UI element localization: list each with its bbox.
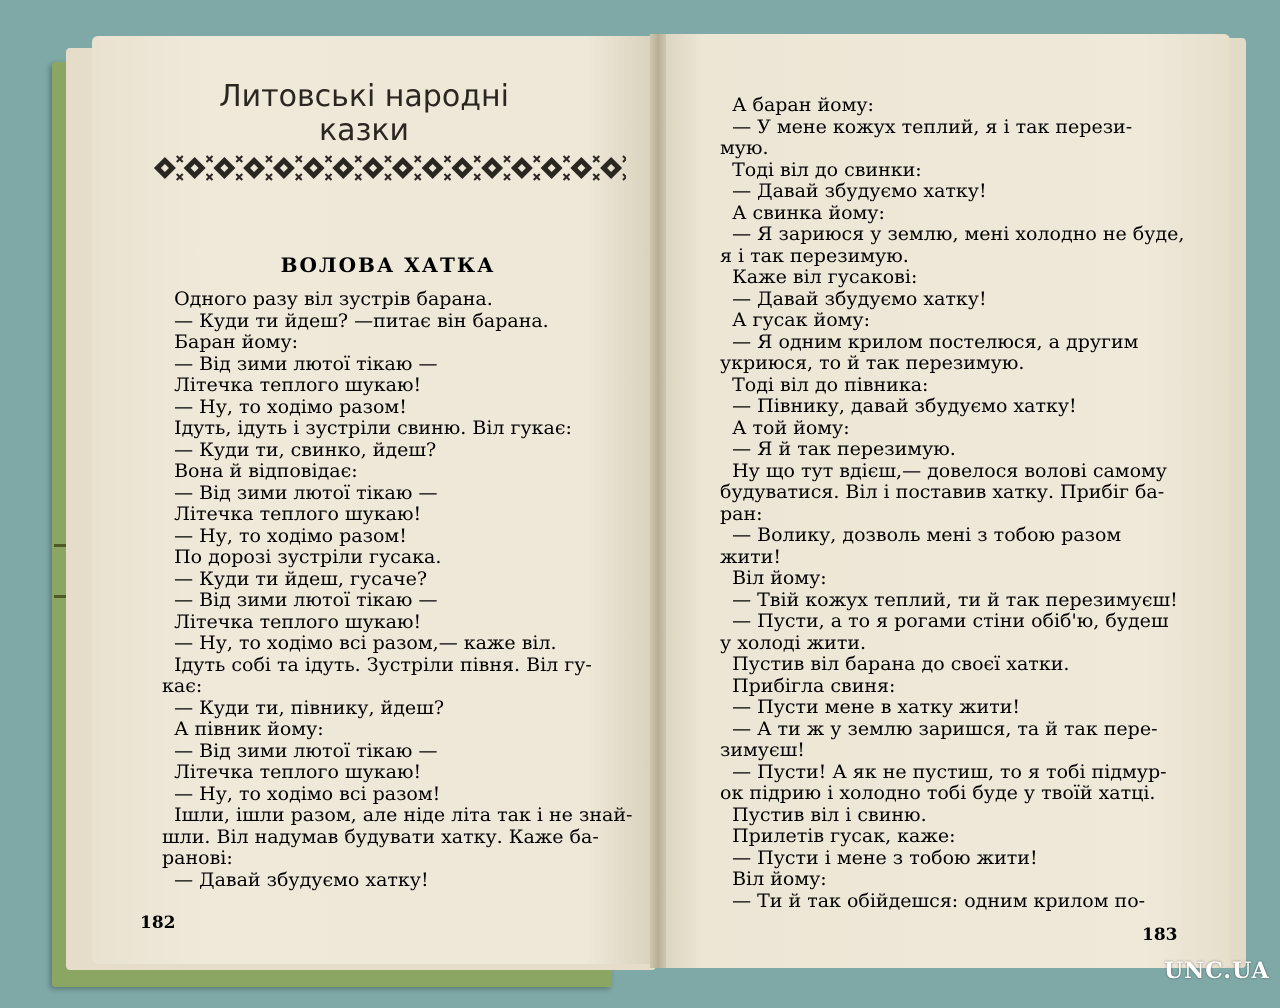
left-text-line: А півник йому: — [162, 718, 324, 740]
ornament-motif — [570, 157, 592, 179]
ornament-cross — [534, 156, 540, 180]
right-text-line: — Я зариюся у землю, мені холодно не буде, — [720, 223, 1185, 245]
right-text-line: мую. — [720, 137, 769, 159]
left-text-line: — Ну, то ходімо разом! — [162, 524, 407, 547]
ornament-cross — [593, 156, 599, 180]
right-text-line: Тоді віл до свинки: — [720, 158, 922, 181]
left-text-line: Вона й відповідає: — [162, 460, 358, 482]
right-text-line: зимуєш! — [720, 739, 805, 761]
right-text-line: — Пусти мене в хатку жити! — [720, 696, 1021, 718]
right-text-line: — Пусти, а то я рогами стіни обіб'ю, будеш — [720, 610, 1169, 632]
left-text-line: — Ну, то ходімо разом! — [162, 395, 407, 418]
right-text-line: А гусак йому: — [720, 309, 870, 331]
ornament-cross — [236, 156, 242, 180]
left-text-line: — Ну, то ходімо всі разом! — [162, 782, 441, 805]
right-page-text — [720, 95, 1190, 912]
right-text-line: Віл йому: — [720, 567, 827, 589]
left-text-line: — Куди ти, свинко, йдеш? — [162, 438, 437, 461]
right-text-line: Прилетів гусак, каже: — [720, 825, 956, 847]
ornament-motif — [511, 157, 533, 179]
left-text-line: Літечка теплого шукаю! — [162, 761, 422, 783]
left-text-line: Ішли, ішли разом, але ніде літа так і не знай- — [162, 804, 633, 826]
page-number-left: 182 — [140, 913, 176, 933]
ornament-cross — [623, 156, 626, 180]
left-text-line: ранові: — [162, 847, 233, 869]
right-text-line: Пустив віл і свиню. — [720, 803, 927, 826]
right-text-line: — Давай збудуємо хатку! — [720, 287, 987, 310]
right-text-line: Пустив віл барана до своєї хатки. — [720, 653, 1070, 675]
right-text-line: А баран йому: — [720, 94, 874, 116]
ornament-motif — [451, 157, 473, 179]
ornament-motif — [213, 157, 235, 179]
ornament-motif — [154, 157, 176, 179]
collection-title-line2: казки — [318, 113, 410, 148]
right-text-line: — Ти й так обійдешся: одним крилом по- — [720, 889, 1146, 912]
right-text-line: — Давай збудуємо хатку! — [720, 180, 987, 202]
right-text-line: укриюся, то й так перезимую. — [720, 352, 1025, 374]
left-text-line: Баран йому: — [162, 331, 299, 353]
ornament-motif — [541, 157, 563, 179]
ornament-motif — [303, 157, 325, 179]
left-text-line: По дорозі зустріли гусака. — [162, 546, 442, 568]
watermark-logo: UNC.UA — [1164, 958, 1270, 984]
right-text-line: — Волику, дозволь мені з тобою разом — [720, 524, 1122, 546]
ornament-motif — [422, 157, 444, 179]
left-text-line: Літечка теплого шукаю! — [162, 503, 422, 525]
ornament-cross — [415, 156, 421, 180]
ornament-cross — [326, 156, 332, 180]
right-text-line: — А ти ж у землю заришся, та й так пере- — [720, 717, 1158, 740]
right-text-line: — Пусти і мене з тобою жити! — [720, 846, 1038, 869]
collection-title-line1: Литовські народні — [219, 79, 509, 114]
left-text-line: Літечка теплого шукаю! — [162, 610, 422, 633]
left-text-line: — Давай збудуємо хатку! — [162, 868, 429, 891]
ornament-motif — [273, 157, 295, 179]
right-text-line: ран: — [720, 502, 763, 525]
right-text-line: — Півнику, давай збудуємо хатку! — [720, 395, 1077, 417]
right-text-line: А свинка йому: — [720, 201, 885, 224]
right-text-line: — У мене кожух теплий, я і так перези- — [720, 115, 1133, 138]
left-text-line: кає: — [162, 675, 203, 697]
ornament-cross — [296, 156, 302, 180]
right-text-line: Віл йому: — [720, 868, 827, 890]
ornament-motif — [481, 157, 503, 179]
right-text-line: ок підрию і холодно тобі буде у твоїй хатці. — [720, 782, 1156, 804]
right-text-line: А той йому: — [720, 416, 850, 439]
right-text-line: жити! — [720, 545, 781, 568]
ornament-cross — [177, 156, 183, 180]
ornament-cross — [474, 156, 480, 180]
ornament-cross — [385, 156, 391, 180]
ornament-motif — [184, 157, 206, 179]
embroidery-ornament — [150, 150, 626, 186]
ornament-motif — [243, 157, 265, 179]
left-text-line: Літечка теплого шукаю! — [162, 374, 422, 396]
left-text-line: Одного разу віл зустрів барана. — [162, 288, 493, 310]
left-text-line: — Куди ти йдеш? —питає він барана. — [162, 309, 549, 332]
right-text-line: — Пусти! А як не пустиш, то я тобі підмур- — [720, 760, 1167, 783]
ornament-motif — [362, 157, 384, 179]
right-text-line: Тоді віл до півника: — [720, 373, 929, 396]
right-text-line: — Я одним крилом постелюся, а другим — [720, 330, 1139, 353]
right-text-line: — Твій кожух теплий, ти й так перезимуєш! — [720, 588, 1178, 611]
left-text-line: Ідуть, ідуть і зустріли свиню. Віл гукає: — [162, 417, 572, 439]
right-text-line: Ну що тут вдієш,— довелося волові самому — [720, 459, 1167, 482]
ornament-cross — [504, 156, 510, 180]
ornament-cross — [355, 156, 361, 180]
ornament-motif — [332, 157, 354, 179]
ornament-motif — [392, 157, 414, 179]
right-text-line: Каже віл гусакові: — [720, 266, 918, 288]
left-text-line: — Куди ти йдеш, гусаче? — [162, 567, 428, 590]
left-text-line: шли. Віл надумав будувати хатку. Каже ба- — [162, 825, 599, 848]
left-page-text — [162, 289, 632, 891]
right-text-line: — Я й так перезимую. — [720, 438, 956, 460]
left-text-line: — Від зими лютої тікаю — — [162, 352, 438, 375]
book-spine-gutter — [650, 34, 666, 968]
right-text-line: у холоді жити. — [720, 631, 867, 654]
ornament-cross — [445, 156, 451, 180]
ornament-motif — [600, 157, 622, 179]
right-text-line: Прибігла свиня: — [720, 674, 896, 697]
left-text-line: Ідуть собі та ідуть. Зустріли півня. Віл гу- — [162, 653, 592, 676]
left-text-line: — Від зими лютої тікаю — — [162, 589, 438, 611]
left-text-line: — Куди ти, півнику, йдеш? — [162, 696, 445, 719]
page-number-right: 183 — [1142, 925, 1178, 945]
right-text-line: я і так перезимую. — [720, 244, 909, 267]
left-text-line: — Від зими лютої тікаю — — [162, 481, 438, 504]
tale-title: ВОЛОВА ХАТКА — [280, 253, 496, 277]
ornament-cross — [564, 156, 570, 180]
left-text-line: — Від зими лютої тікаю — — [162, 739, 438, 762]
left-text-line: — Ну, то ходімо всі разом,— каже віл. — [162, 632, 557, 654]
ornament-cross — [266, 156, 272, 180]
ornament-cross — [207, 156, 213, 180]
right-text-line: будуватися. Віл і поставив хатку. Прибіг ба- — [720, 481, 1165, 503]
